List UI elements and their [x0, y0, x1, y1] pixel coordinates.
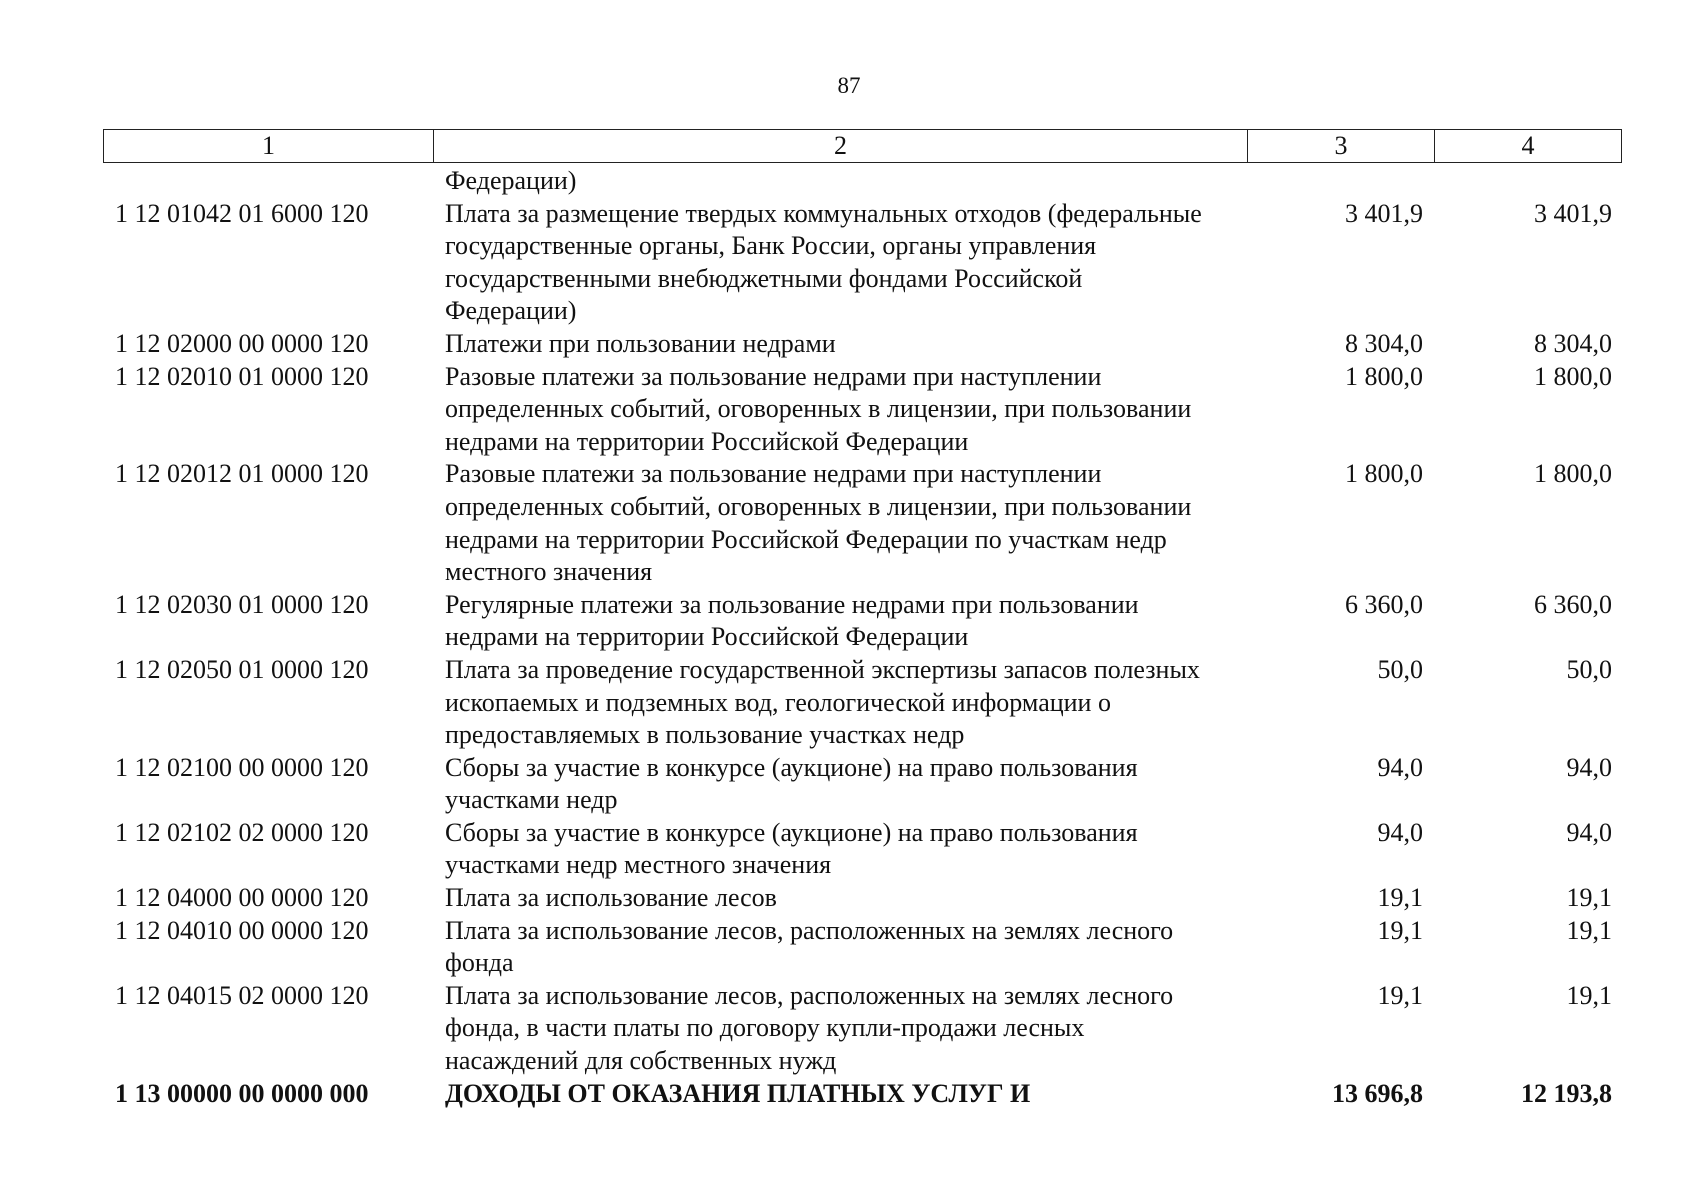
value-col-4-cell: 6 360,0: [1534, 589, 1612, 619]
value-col-3-cell: 94,0: [1377, 817, 1423, 847]
table-row: [103, 915, 1622, 980]
table-row: [103, 817, 1622, 882]
income-name-cell: Федерации): [445, 166, 577, 195]
income-name-cell: Плата за размещение твердых коммунальных отходов (федеральные государственные органы, Банк России, органы управления государственными внебюджетными фондами Российской Федерации): [445, 198, 1202, 326]
budget-code-cell: 1 12 04000 00 0000 120: [115, 883, 369, 913]
table-row: [103, 328, 1622, 361]
income-name-cell: Регулярные платежи за пользование недрами при пользовании недрами на территории Российской Федерации: [445, 589, 1139, 652]
value-col-4-cell: 50,0: [1566, 654, 1612, 684]
header-col-2: 2: [434, 130, 1248, 162]
budget-code-cell: 1 12 02012 01 0000 120: [115, 459, 369, 489]
income-name-cell: Сборы за участие в конкурсе (аукционе) на право пользования участками недр: [445, 752, 1138, 815]
value-col-4-cell: 8 304,0: [1534, 328, 1612, 358]
value-col-4-cell: 94,0: [1566, 752, 1612, 782]
value-col-3-cell: 1 800,0: [1345, 361, 1423, 391]
value-col-3-cell: [1247, 165, 1434, 198]
value-col-3-cell: 13 696,8: [1332, 1078, 1423, 1108]
income-name-cell: Платежи при пользовании недрами: [445, 328, 836, 358]
income-name-cell: Плата за проведение государственной экспертизы запасов полезных ископаемых и подземных вод, геологической информации о предоставляемых в пользование участках недр: [445, 654, 1200, 750]
value-col-4-cell: 19,1: [1566, 915, 1612, 945]
value-col-3-cell: 8 304,0: [1345, 328, 1423, 358]
value-col-3-cell: 19,1: [1377, 915, 1423, 945]
budget-code-cell: 1 12 02010 01 0000 120: [115, 361, 369, 391]
page-number: 87: [837, 73, 861, 98]
table-row: [103, 654, 1622, 752]
budget-code-cell: 1 12 04010 00 0000 120: [115, 915, 369, 945]
value-col-3-cell: 6 360,0: [1345, 589, 1423, 619]
table-row: [103, 752, 1622, 817]
header-col-1: 1: [104, 130, 434, 162]
income-name-cell: Разовые платежи за пользование недрами при наступлении определенных событий, оговоренных в лицензии, при пользовании недрами на территории Российской Федерации по участкам недр местного значения: [445, 459, 1192, 587]
value-col-4-cell: 1 800,0: [1534, 361, 1612, 391]
income-name-cell: ДОХОДЫ ОТ ОКАЗАНИЯ ПЛАТНЫХ УСЛУГ И: [445, 1078, 1031, 1108]
table-row: [103, 198, 1622, 328]
value-col-3-cell: 50,0: [1377, 654, 1423, 684]
value-col-4-cell: [1434, 165, 1622, 198]
income-name-cell: Сборы за участие в конкурсе (аукционе) на право пользования участками недр местного значения: [445, 817, 1138, 880]
table-row: [103, 458, 1622, 588]
income-name-cell: Плата за использование лесов, расположенных на землях лесного фонда, в части платы по договору купли-продажи лесных насаждений для собственных нужд: [445, 980, 1174, 1076]
table-body: [103, 165, 1622, 1110]
value-col-4-cell: 19,1: [1566, 980, 1612, 1010]
table-row: [103, 361, 1622, 459]
value-col-3-cell: 3 401,9: [1345, 198, 1423, 228]
value-col-4-cell: 19,1: [1566, 883, 1612, 913]
table-row: [103, 589, 1622, 654]
income-name-cell: Плата за использование лесов: [445, 883, 777, 913]
budget-code-cell: 1 12 01042 01 6000 120: [115, 198, 369, 228]
header-col-3: 3: [1248, 130, 1435, 162]
income-name-cell: Плата за использование лесов, расположенных на землях лесного фонда: [445, 915, 1174, 978]
value-col-4-cell: 12 193,8: [1521, 1078, 1612, 1108]
budget-code-cell: 1 12 04015 02 0000 120: [115, 980, 369, 1010]
budget-code-cell: 1 12 02000 00 0000 120: [115, 328, 369, 358]
table-header: [103, 129, 1622, 163]
value-col-3-cell: 94,0: [1377, 752, 1423, 782]
budget-code-cell: 1 12 02102 02 0000 120: [115, 817, 369, 847]
value-col-3-cell: 19,1: [1377, 980, 1423, 1010]
budget-code-cell: 1 13 00000 00 0000 000: [115, 1078, 369, 1108]
value-col-3-cell: 19,1: [1377, 883, 1423, 913]
table-row: [103, 980, 1622, 1078]
value-col-3-cell: 1 800,0: [1345, 459, 1423, 489]
budget-code-cell: 1 12 02050 01 0000 120: [115, 654, 369, 684]
budget-code-cell: 1 12 02030 01 0000 120: [115, 589, 369, 619]
value-col-4-cell: 94,0: [1566, 817, 1612, 847]
table-row: [103, 165, 1622, 198]
income-name-cell: Разовые платежи за пользование недрами при наступлении определенных событий, оговоренных в лицензии, при пользовании недрами на территории Российской Федерации: [445, 361, 1192, 456]
header-col-4: 4: [1521, 131, 1535, 160]
budget-code-cell: [103, 165, 433, 198]
table-row: [103, 1078, 1622, 1111]
value-col-4-cell: 3 401,9: [1534, 198, 1612, 228]
table-row: [103, 882, 1622, 915]
value-col-4-cell: 1 800,0: [1534, 459, 1612, 489]
budget-code-cell: 1 12 02100 00 0000 120: [115, 752, 369, 782]
